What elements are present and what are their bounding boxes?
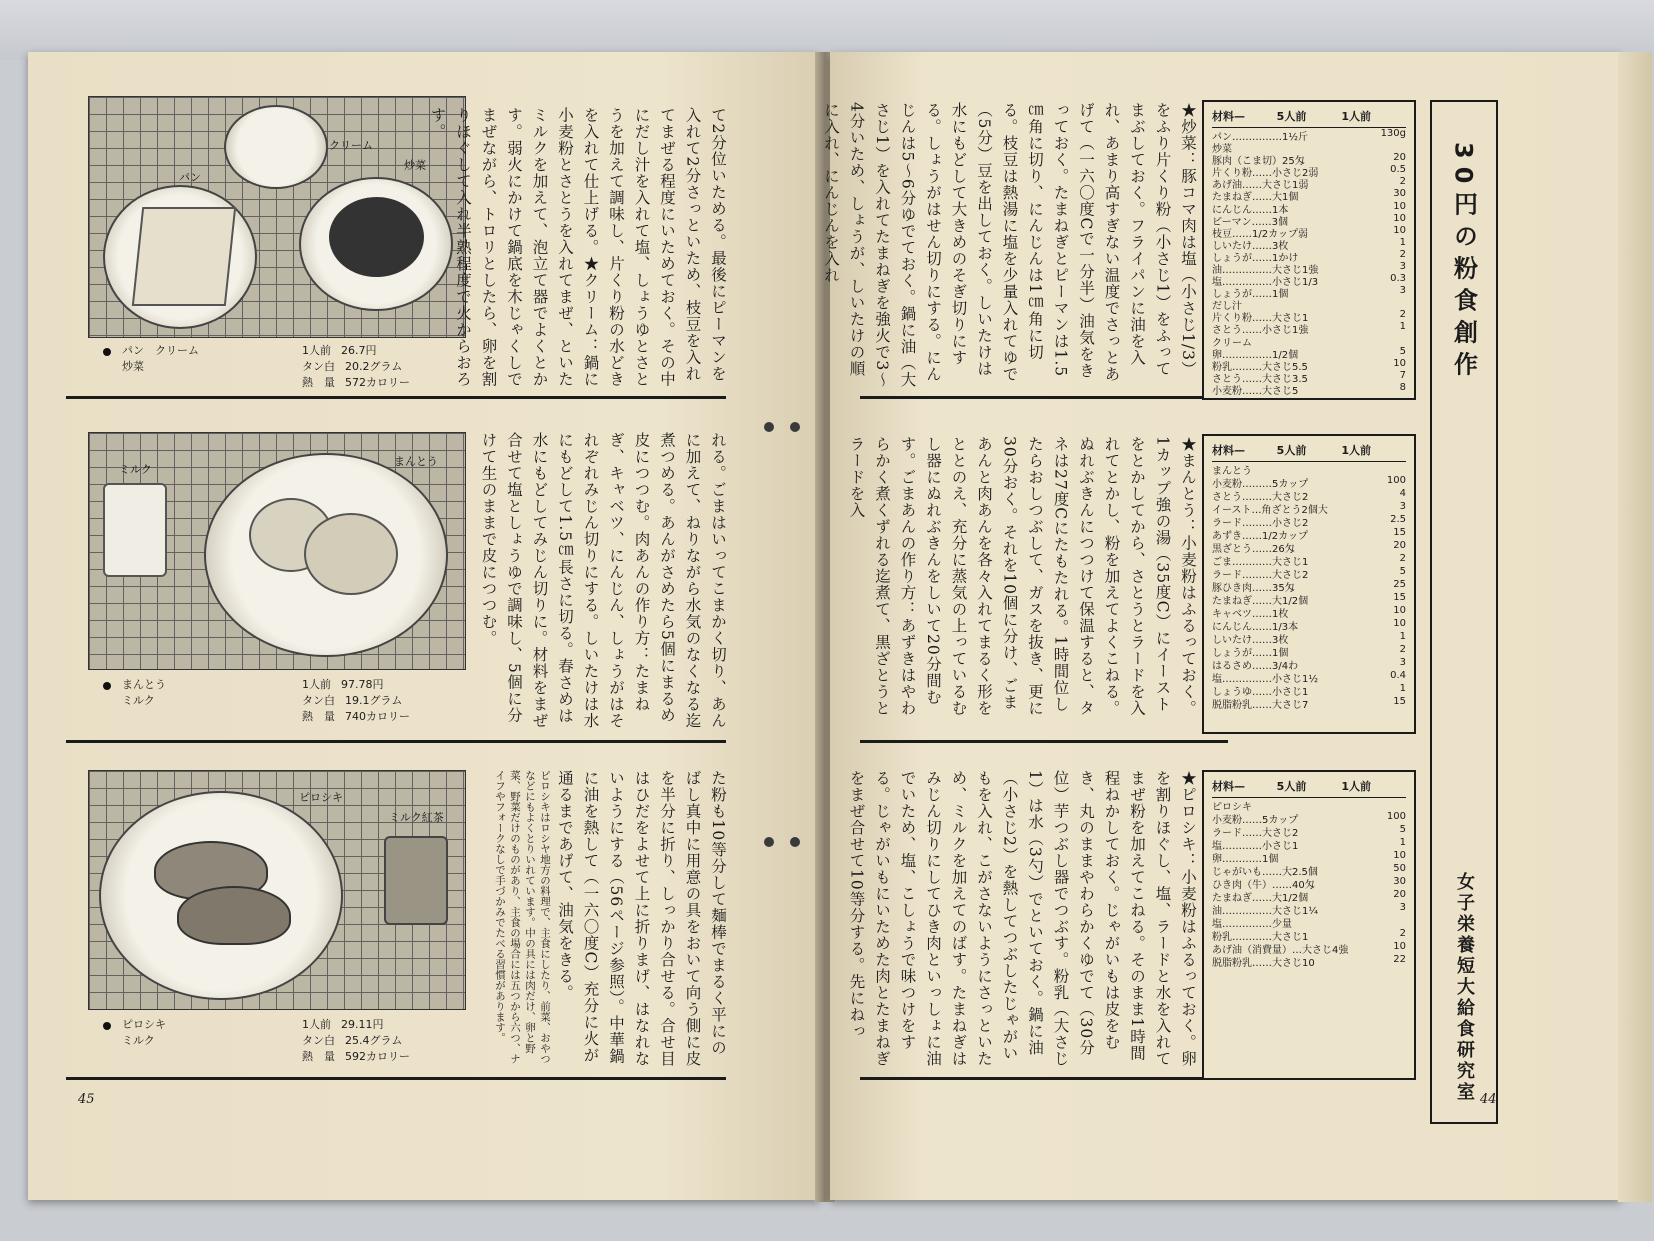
- ingredient-cell: [1330, 249, 1370, 261]
- ingredient-cell: [1330, 164, 1370, 176]
- ingredient-row: [1212, 837, 1406, 852]
- ingredient-cell: 50: [1393, 863, 1406, 874]
- ingredient-cell: 30: [1393, 188, 1406, 200]
- ingredients-header-cell: 1人前: [1341, 780, 1371, 793]
- caption-value: 592カロリー: [345, 1050, 410, 1063]
- staple-hole: [790, 422, 800, 432]
- ingredient-row: [1212, 152, 1406, 168]
- ingredient-row: [1212, 224, 1406, 240]
- ingredient-cell: [1330, 475, 1370, 487]
- staple-hole: [764, 837, 774, 847]
- ingredient-cell: 100: [1386, 811, 1406, 822]
- ingredient-cell: [1330, 188, 1370, 200]
- ingredients-header: [1212, 108, 1406, 128]
- ingredient-row: [1212, 902, 1406, 917]
- ingredient-cell: [1330, 462, 1370, 474]
- recipe-text: ★炒菜：豚コマ肉は塩（小さじ1/3）をふり片くり粉（小さじ1）をふってまぶしておく。フライパンに油を入れ、あまり高すぎない温度でさっとあげて（一六〇度Cで一分半）油気をきっておく。たまねぎとピーマンは1.5㎝角に切り、にんじんは1㎝角に切る。枝豆は熱湯に塩を少量入れてゆで（5分）豆を出しておく。しいたけは水にもどして大きめのそぎ切りにする。しょうがはせん切りにする。にんじんは5〜6分ゆでておく。鍋に油（大さじ1）を入れてたまねぎを強火で3〜4分いため、しょうが、しいたけの順に入れ、にんじんを入れ: [822, 102, 1197, 388]
- ingredient-cell: [1370, 462, 1406, 474]
- ingredient-cell: 20: [1393, 540, 1406, 551]
- photo-label: 炒菜: [404, 159, 426, 172]
- ingredient-cell: [1370, 140, 1406, 152]
- ingredient-cell: 4: [1399, 488, 1406, 499]
- section-divider: [66, 740, 726, 743]
- ingredient-cell: 1: [1399, 321, 1406, 333]
- ingredient-row: [1212, 824, 1406, 839]
- ingredient-cell: 塩……………小さじ1/3: [1212, 277, 1319, 289]
- ingredient-cell: [1330, 863, 1370, 875]
- ingredient-cell: [1330, 850, 1370, 862]
- ingredient-cell: 塩……………小さじ1½: [1212, 674, 1319, 685]
- ingredient-cell: キャベツ……1枚: [1212, 609, 1289, 620]
- ingredients-header-cell: 1人前: [1341, 110, 1371, 123]
- caption-bullet: [103, 682, 111, 690]
- photo-label: パン: [179, 171, 201, 184]
- photo-label: まんとう: [394, 455, 438, 468]
- ingredient-row: [1212, 321, 1406, 337]
- ingredient-cell: 小麦粉……5カップ: [1212, 815, 1299, 826]
- page-title: 30円の粉食創作: [1449, 142, 1478, 384]
- section-divider: [860, 1077, 1228, 1080]
- caption-label: タン白: [302, 1034, 335, 1047]
- ingredient-cell: ラード………大さじ2: [1212, 570, 1309, 581]
- ingredient-row: [1212, 941, 1406, 956]
- ingredient-row: [1212, 285, 1406, 301]
- caption-bullet: [103, 1022, 111, 1030]
- ingredient-row: [1212, 200, 1406, 216]
- ingredient-row: [1212, 579, 1406, 594]
- caption-value: 29.11円: [341, 1018, 384, 1031]
- caption-items: ピロシキ: [122, 1018, 166, 1031]
- ingredient-cell: [1330, 579, 1370, 591]
- caption-value: 740カロリー: [345, 710, 410, 723]
- ingredient-cell: 130g: [1380, 128, 1406, 139]
- ingredient-cell: 20: [1393, 889, 1406, 900]
- ingredient-row: [1212, 248, 1406, 264]
- ingredient-cell: [1330, 321, 1370, 333]
- caption-label: タン白: [302, 694, 335, 707]
- ingredient-row: [1212, 540, 1406, 555]
- photo-label: ミルク紅茶: [389, 811, 444, 824]
- ingredient-cell: [1330, 811, 1370, 823]
- staple-hole: [790, 837, 800, 847]
- ingredient-cell: 2: [1399, 176, 1406, 188]
- ingredient-cell: [1330, 261, 1370, 273]
- ingredient-row: [1212, 164, 1406, 180]
- ingredient-row: [1212, 683, 1406, 698]
- ingredient-cell: [1330, 566, 1370, 578]
- ingredient-cell: [1330, 954, 1370, 966]
- ingredient-cell: [1330, 527, 1370, 539]
- page-edges: [1618, 52, 1652, 1202]
- ingredient-cell: [1330, 696, 1370, 708]
- ingredient-cell: しょうが……1かけ: [1212, 252, 1299, 264]
- section-divider: [860, 740, 1228, 743]
- ingredient-row: [1212, 212, 1406, 228]
- ingredient-cell: 8: [1399, 381, 1406, 393]
- ingredient-cell: 10: [1393, 357, 1406, 369]
- caption-value: 97.78円: [341, 678, 384, 691]
- ingredient-cell: しいたけ……3枚: [1212, 240, 1289, 252]
- ingredient-cell: 5: [1399, 566, 1406, 577]
- ingredient-row: [1212, 644, 1406, 659]
- photo-manto-milk: [88, 432, 466, 670]
- ingredient-cell: 粉乳………大さじ5.5: [1212, 361, 1308, 373]
- photo-piroshki: [88, 770, 466, 1010]
- ingredients-header: [1212, 778, 1406, 798]
- ingredient-cell: [1330, 514, 1370, 526]
- ingredient-row: [1212, 488, 1406, 503]
- ingredient-cell: 1: [1399, 631, 1406, 642]
- ingredient-row: [1212, 236, 1406, 252]
- ingredient-cell: [1370, 798, 1406, 810]
- author-credit: 女子栄養短大給食研究室: [1454, 872, 1475, 1103]
- ingredients-header-cell: 1人前: [1341, 444, 1371, 457]
- background: [0, 0, 1654, 60]
- ingredient-cell: 黒ざとう……26匁: [1212, 544, 1295, 555]
- ingredients-header-cell: 材料—: [1212, 780, 1245, 793]
- ingredient-cell: ひき肉（牛）……40匁: [1212, 880, 1315, 891]
- ingredient-row: [1212, 345, 1406, 361]
- photo-label: クリーム: [329, 139, 373, 152]
- ingredient-cell: 卵…………1個: [1212, 854, 1279, 865]
- ingredient-cell: [1330, 273, 1370, 285]
- ingredient-cell: 豚ひき肉……35匁: [1212, 583, 1295, 594]
- ingredient-cell: さとう………大さじ2: [1212, 492, 1309, 503]
- ingredient-row: [1212, 381, 1406, 397]
- ingredient-cell: にんじん……1本: [1212, 204, 1289, 216]
- recipe-text: れる。ごまはいってこまかく切り、あんに加えて、ねりながら水気のなくなる迄煮つめる。あんがさめたら5個にまるめ皮につつむ。肉あんの作り方：たまねぎ、キャベツ、にんじん、しょうがはそれぞれみじん切りにする。しいたけは水にもどして1.5㎝長さに切る。春さめは水にもどしてみじん切りに。材料をまぜ合せて塩としょうゆで調味し、5個に分けて生のままで皮につつむ。: [479, 432, 727, 729]
- ingredient-cell: 3: [1399, 501, 1406, 512]
- staple-hole: [764, 422, 774, 432]
- ingredient-row: [1212, 176, 1406, 192]
- ingredient-cell: [1330, 670, 1370, 682]
- ingredient-row: [1212, 928, 1406, 943]
- ingredient-row: [1212, 309, 1406, 325]
- ingredient-cell: 3: [1399, 285, 1406, 297]
- ingredient-cell: パン……………1½斤: [1212, 132, 1309, 143]
- ingredient-cell: 油……………大さじ1強: [1212, 265, 1319, 276]
- ingredient-cell: 小麦粉……大さじ5: [1212, 385, 1299, 397]
- ingredient-row: [1212, 475, 1406, 490]
- ingredients-header-cell: 材料—: [1212, 444, 1245, 457]
- ingredient-row: [1212, 566, 1406, 581]
- ingredients-box: [1202, 100, 1416, 400]
- ingredient-cell: 塩……………少量: [1212, 919, 1292, 930]
- caption-items: 炒菜: [122, 360, 144, 373]
- ingredient-cell: [1330, 683, 1370, 695]
- recipe-text: ★ピロシキ：小麦粉はふるっておく。卵を割りほぐし、塩、ラードと水を入れてまぜ粉を加えてこねる。そのまま1時間程ねかしておく。じゃがいもは皮をむき、丸のままやわらかくゆでて（30分位）芋つぶし器でつぶす。粉乳（大さじ1）は水（3勺）でといておく。鍋に油（小さじ2）を熱してつぶしたじゃがいもを入れ、こがさないようにさっといため、ミルクを加えてのばす。たまねぎはみじん切りにしてひき肉といっしょに油でいため、塩、こしょうで味つけをする。じゃがいもにいためた肉とたまねぎをまぜ合せて10等分する。先にねっ: [847, 770, 1197, 1067]
- ingredient-row: [1212, 188, 1406, 204]
- ingredient-cell: [1330, 618, 1370, 630]
- ingredient-cell: [1330, 592, 1370, 604]
- ingredient-cell: クリーム: [1212, 337, 1252, 349]
- ingredient-cell: 2.5: [1390, 514, 1406, 525]
- ingredient-cell: じゃがいも……大2.5個: [1212, 867, 1318, 878]
- caption-label: タン白: [302, 360, 335, 373]
- section-divider: [860, 396, 1228, 399]
- ingredient-row: [1212, 514, 1406, 529]
- ingredient-row: [1212, 527, 1406, 542]
- ingredient-cell: [1330, 876, 1370, 888]
- ingredient-cell: [1330, 644, 1370, 656]
- ingredient-cell: 5: [1399, 824, 1406, 835]
- photo-caption: [122, 676, 442, 724]
- ingredient-cell: [1330, 225, 1370, 237]
- photo-label: ミルク: [119, 463, 152, 476]
- ingredient-row: [1212, 553, 1406, 568]
- ingredient-cell: はるさめ……3/4わ: [1212, 661, 1299, 672]
- ingredient-cell: 7: [1399, 369, 1406, 381]
- photo-label: ピロシキ: [299, 791, 343, 804]
- ingredient-cell: [1370, 334, 1406, 346]
- caption-value: 572カロリー: [345, 376, 410, 389]
- ingredient-cell: [1348, 941, 1388, 953]
- note-text: ピロシキはロシヤ地方の料理で、主食にしたり、前菜、おやつなどにもよくとりいれています。中の具には肉だけ、卵と野菜、野菜だけのものがあり、主食の場合には五つから六つ、ナイフやフォークなしで手づかみでたべる習慣があります。: [494, 770, 551, 1064]
- ingredients-header-cell: 材料—: [1212, 110, 1245, 123]
- ingredient-cell: [1330, 176, 1370, 188]
- ingredient-cell: 3: [1399, 657, 1406, 668]
- ingredient-cell: ラード……大さじ2: [1212, 828, 1299, 839]
- ingredient-cell: 2: [1399, 553, 1406, 564]
- ingredient-cell: 2: [1399, 644, 1406, 655]
- ingredient-cell: 0.3: [1390, 273, 1406, 285]
- ingredient-row: [1212, 369, 1406, 385]
- ingredient-cell: ピーマン……3個: [1212, 216, 1288, 228]
- ingredient-cell: 3: [1399, 902, 1406, 913]
- ingredients-box: [1202, 770, 1416, 1080]
- ingredient-cell: [1330, 152, 1370, 164]
- ingredient-cell: [1330, 382, 1370, 394]
- ingredient-cell: 15: [1393, 592, 1406, 603]
- recipe-text: ★まんとう：小麦粉はふるっておく。1カップ強の湯（35度C）にイーストをとかしてから、さとうとラードを入れてとかし、粉を加えてよくこねる。ぬれぶきんにつつけて保温すると、タネは27度Cにたもたれる。1時間位したらおしつぶして、ガスを抜き、更に30分おく。それを10個に分け、ごまあんと肉あんを各々入れてまるく形をととのえ、充分に蒸気の上っているむし器にぬれぶきんをしいて20分間むす。ごまあんの作り方：あずきはやわらかく煮くずれる迄煮て、黒ざとうとラードを入: [847, 436, 1197, 717]
- ingredient-cell: [1330, 501, 1370, 513]
- ingredient-row: [1212, 811, 1406, 826]
- caption-value: 19.1グラム: [345, 694, 403, 707]
- ingredient-cell: [1330, 915, 1370, 927]
- caption-value: 20.2グラム: [345, 360, 403, 373]
- ingredient-cell: 10: [1393, 224, 1406, 236]
- ingredient-cell: たまねぎ……大1/2個: [1212, 893, 1309, 904]
- ingredient-cell: しょうが……1個: [1212, 648, 1289, 659]
- ingredient-cell: ごま…………大さじ1: [1212, 557, 1309, 568]
- ingredient-row: [1212, 850, 1406, 865]
- recipe-text: た粉も10等分して麺棒でまるく平にのばし真中に用意の具をおいて向う側に皮を半分に折り、しっかり合せる。合せ目はひだをよせて上に折りまげ、はなれないようにする（56ページ参照）。中華鍋に油を熱して（一六〇度C）充分に火が通るまであげて、油気をきる。: [556, 770, 727, 1067]
- ingredient-cell: [1330, 370, 1370, 382]
- ingredient-row: [1212, 889, 1406, 904]
- ingredient-cell: [1330, 488, 1370, 500]
- ingredient-cell: 1: [1399, 837, 1406, 848]
- ingredients-header-cell: 5人前: [1276, 780, 1307, 793]
- ingredient-cell: 10: [1393, 850, 1406, 861]
- page-number: 44: [1480, 1092, 1497, 1107]
- open-magazine: [20, 52, 1652, 1202]
- caption-items: パン クリーム: [122, 344, 199, 357]
- ingredient-row: [1212, 670, 1406, 685]
- ingredient-row: [1212, 261, 1406, 276]
- ingredient-cell: [1330, 285, 1370, 297]
- ingredient-cell: [1330, 889, 1370, 901]
- ingredient-cell: あげ油（消費量）…大さじ4強: [1212, 945, 1349, 956]
- section-divider: [66, 396, 726, 399]
- ingredient-cell: 10: [1393, 618, 1406, 629]
- ingredient-cell: [1330, 201, 1370, 213]
- ingredient-cell: 15: [1393, 696, 1406, 707]
- ingredient-cell: ピロシキ: [1212, 802, 1252, 813]
- ingredients-box: [1202, 434, 1416, 734]
- ingredient-cell: [1330, 605, 1370, 617]
- ingredient-cell: 片くり粉……大さじ1: [1212, 313, 1309, 325]
- ingredients-header-cell: 5人前: [1276, 444, 1307, 457]
- photo-bread-cream: [88, 96, 466, 338]
- caption-label: 熱 量: [302, 710, 335, 723]
- ingredient-cell: [1330, 928, 1370, 940]
- ingredient-cell: たまねぎ……大1/2個: [1212, 596, 1309, 607]
- ingredient-cell: まんとう: [1212, 466, 1252, 477]
- ingredient-cell: 10: [1393, 605, 1406, 616]
- ingredient-row: [1212, 798, 1406, 813]
- ingredient-cell: 22: [1393, 954, 1406, 965]
- ingredient-cell: 2: [1399, 309, 1406, 321]
- ingredient-cell: 脱脂粉乳……大さじ10: [1212, 958, 1315, 969]
- title-box: [1430, 100, 1498, 1124]
- ingredient-cell: しょうゆ……小さじ1: [1212, 687, 1309, 698]
- ingredient-row: [1212, 334, 1406, 349]
- ingredient-cell: 脱脂粉乳……大さじ7: [1212, 700, 1309, 711]
- ingredient-row: [1212, 696, 1406, 711]
- ingredient-cell: [1330, 837, 1370, 849]
- ingredient-cell: [1330, 213, 1370, 225]
- ingredient-cell: [1330, 553, 1370, 565]
- caption-items: ミルク: [122, 694, 155, 707]
- ingredient-cell: ラード………小さじ2: [1212, 518, 1309, 529]
- ingredient-cell: 5: [1399, 345, 1406, 357]
- caption-items: ミルク: [122, 1034, 155, 1047]
- ingredient-cell: 1: [1399, 683, 1406, 694]
- ingredient-cell: 片くり粉……小さじ2弱: [1212, 168, 1319, 180]
- page-number: 45: [78, 1092, 95, 1107]
- ingredient-cell: さとう……小さじ1強: [1212, 325, 1309, 337]
- ingredient-cell: 2: [1399, 248, 1406, 260]
- ingredient-cell: 0.4: [1390, 670, 1406, 681]
- ingredient-row: [1212, 128, 1406, 143]
- ingredient-row: [1212, 657, 1406, 672]
- ingredient-row: [1212, 462, 1406, 477]
- ingredient-cell: しいたけ……3枚: [1212, 635, 1289, 646]
- ingredient-cell: [1370, 297, 1406, 309]
- ingredient-cell: [1330, 631, 1370, 643]
- ingredient-cell: にんじん……1/3本: [1212, 622, 1299, 633]
- ingredient-cell: 粉乳…………大さじ1: [1212, 932, 1309, 943]
- ingredient-cell: 1: [1399, 236, 1406, 248]
- recipe-text: て2分位いためる。最後にピーマンを入れて2分さっといため、枝豆を入れてまぜる程度にいためておく。その中にだし汁を入れて塩、しょうゆとさとうを加えて調味し、片くり粉の水どきを入れて仕上げる。★クリーム：鍋に小麦粉とさとうを入れてまぜ、といたミルクを加えて、泡立て器でよくとかす。弱火にかけて鍋底を木じゃくしでまぜながら、トロリとしたら、卵を割りほぐして入れ半熟程度で火からおろす。: [428, 107, 727, 388]
- ingredient-cell: 0.5: [1390, 164, 1406, 176]
- ingredient-cell: [1330, 297, 1370, 309]
- ingredient-row: [1212, 876, 1406, 891]
- section-divider: [66, 1077, 726, 1080]
- ingredient-cell: 100: [1386, 475, 1406, 486]
- ingredient-cell: 10: [1393, 212, 1406, 224]
- ingredients-header-cell: 5人前: [1276, 110, 1307, 123]
- ingredient-cell: あずき……1/2カップ: [1212, 531, 1308, 542]
- ingredient-cell: [1330, 140, 1370, 152]
- caption-items: まんとう: [122, 678, 166, 691]
- ingredient-cell: だし汁: [1212, 301, 1242, 313]
- ingredient-cell: たまねぎ……大1個: [1212, 192, 1299, 204]
- caption-label: 熱 量: [302, 376, 335, 389]
- ingredient-cell: あげ油……大さじ1弱: [1212, 180, 1309, 192]
- ingredient-row: [1212, 631, 1406, 646]
- ingredient-cell: 10: [1393, 941, 1406, 952]
- ingredient-cell: [1370, 915, 1406, 927]
- ingredient-cell: 20: [1393, 152, 1406, 164]
- ingredient-cell: [1330, 128, 1370, 140]
- ingredient-row: [1212, 915, 1406, 930]
- ingredient-cell: [1330, 237, 1370, 249]
- photo-caption: [122, 342, 442, 390]
- ingredient-cell: [1330, 824, 1370, 836]
- ingredient-cell: [1330, 540, 1370, 552]
- caption-value: 26.7円: [341, 344, 377, 357]
- ingredient-cell: [1330, 798, 1370, 810]
- ingredient-cell: [1330, 334, 1370, 346]
- caption-label: 1人前: [302, 678, 331, 691]
- ingredient-row: [1212, 618, 1406, 633]
- ingredient-cell: 2: [1399, 928, 1406, 939]
- ingredient-cell: 卵……………1/2個: [1212, 349, 1299, 361]
- right-page: [822, 52, 1620, 1200]
- ingredient-cell: [1330, 346, 1370, 358]
- ingredient-row: [1212, 357, 1406, 373]
- ingredient-row: [1212, 863, 1406, 878]
- ingredient-row: [1212, 605, 1406, 620]
- ingredient-cell: 豚肉（こま切）25匁: [1212, 156, 1305, 168]
- ingredient-cell: [1330, 902, 1370, 914]
- ingredient-cell: 25: [1393, 579, 1406, 590]
- ingredient-row: [1212, 140, 1406, 156]
- ingredient-cell: [1330, 358, 1370, 370]
- left-page: [28, 52, 820, 1200]
- caption-label: 1人前: [302, 344, 331, 357]
- ingredient-cell: 10: [1393, 200, 1406, 212]
- ingredient-cell: イースト…角ざとう2個大: [1212, 505, 1328, 516]
- ingredient-cell: [1330, 657, 1370, 669]
- ingredient-cell: 油……………大さじ1¼: [1212, 906, 1319, 917]
- ingredient-cell: 枝豆……1/2カップ弱: [1212, 228, 1308, 240]
- ingredient-cell: 15: [1393, 527, 1406, 538]
- caption-label: 1人前: [302, 1018, 331, 1031]
- ingredient-cell: [1330, 309, 1370, 321]
- ingredient-row: [1212, 501, 1406, 516]
- ingredient-cell: 小麦粉………5カップ: [1212, 479, 1309, 490]
- ingredient-row: [1212, 273, 1406, 289]
- ingredient-row: [1212, 592, 1406, 607]
- photo-caption: [122, 1016, 442, 1064]
- caption-value: 25.4グラム: [345, 1034, 403, 1047]
- ingredient-row: [1212, 297, 1406, 313]
- ingredient-cell: しょうが……1個: [1212, 289, 1289, 301]
- caption-label: 熱 量: [302, 1050, 335, 1063]
- ingredient-cell: 塩…………小さじ1: [1212, 841, 1299, 852]
- ingredient-cell: さとう……大さじ3.5: [1212, 373, 1308, 385]
- ingredients-header: [1212, 442, 1406, 462]
- caption-bullet: [103, 348, 111, 356]
- ingredient-cell: 3: [1399, 261, 1406, 272]
- ingredient-cell: 30: [1393, 876, 1406, 887]
- ingredient-row: [1212, 954, 1406, 969]
- ingredient-cell: 炒菜: [1212, 144, 1232, 156]
